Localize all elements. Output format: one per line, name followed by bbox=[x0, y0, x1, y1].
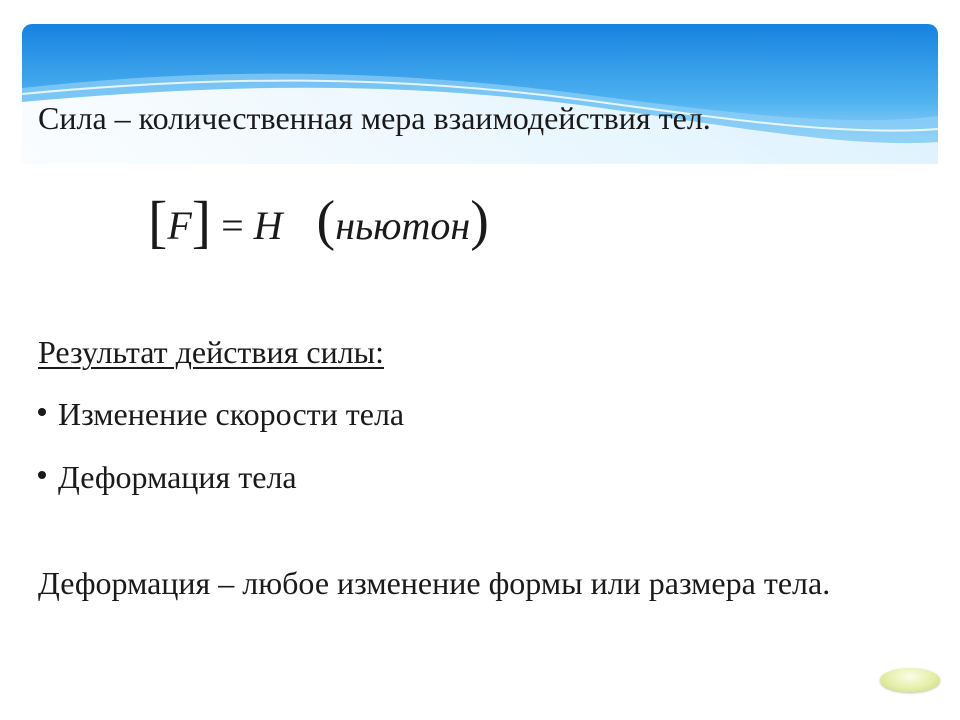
formula-force-symbol: F bbox=[167, 202, 192, 248]
header-wave-band bbox=[22, 24, 938, 164]
result-heading: Результат действия силы: bbox=[38, 334, 385, 370]
formula-unit-symbol: H bbox=[253, 202, 283, 248]
formula-open-paren: ( bbox=[316, 190, 336, 252]
result-bullet-list bbox=[38, 396, 404, 522]
bullet-dot-icon bbox=[38, 471, 46, 479]
force-unit-formula bbox=[148, 190, 489, 260]
list-item bbox=[38, 396, 404, 459]
list-item bbox=[38, 459, 404, 522]
formula-open-bracket: [ bbox=[148, 189, 168, 254]
formula-unit-name: ньютон bbox=[335, 202, 471, 248]
force-definition: Сила – количественная мера взаимодействия тел. bbox=[38, 100, 711, 136]
formula-close-paren: ) bbox=[470, 190, 489, 252]
formula-equals: = bbox=[221, 202, 244, 248]
bullet-dot-icon bbox=[38, 408, 46, 416]
deformation-definition: Деформация – любое изменение формы или размера тела. bbox=[38, 565, 831, 601]
bullet-text: Деформация тела bbox=[58, 459, 297, 495]
formula-close-bracket: ] bbox=[191, 189, 212, 254]
wave-decoration-icon bbox=[22, 24, 938, 164]
bullet-text: Изменение скорости тела bbox=[58, 396, 405, 432]
oval-nav-button-icon[interactable] bbox=[880, 668, 940, 692]
